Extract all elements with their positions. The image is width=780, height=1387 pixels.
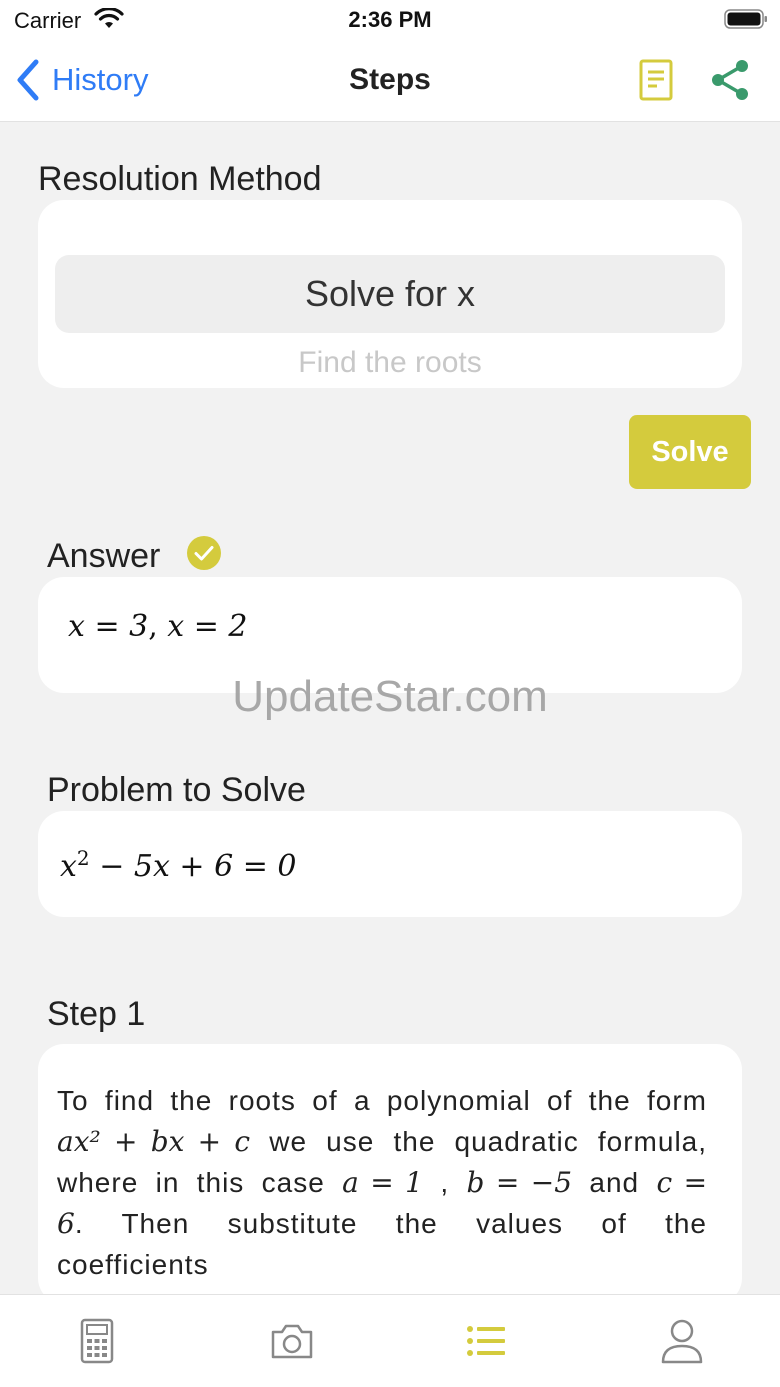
checkmark-circle-icon	[186, 535, 222, 571]
answer-root: x = 2	[167, 609, 248, 644]
resolution-method-picker[interactable]	[38, 200, 742, 388]
step-card	[38, 1044, 742, 1304]
clock: 2:36 PM	[348, 7, 432, 32]
step-math-b: b = −5	[466, 1166, 573, 1199]
step-text: . Then substitute the values of the coefficients	[57, 1208, 707, 1280]
step-math-form: ax² + bx + c	[57, 1125, 251, 1158]
problem-exponent: 2	[76, 846, 90, 870]
solve-button[interactable]: Solve	[629, 415, 751, 489]
camera-icon[interactable]	[268, 1317, 316, 1365]
step-math-c: c = 6	[57, 1166, 708, 1240]
resolution-method-title: Resolution Method	[38, 160, 322, 198]
list-icon[interactable]	[462, 1317, 510, 1365]
answer-title: Answer	[47, 537, 161, 575]
problem-title: Problem to Solve	[47, 771, 306, 809]
answer-root: x = 3	[68, 609, 149, 644]
calculator-icon[interactable]	[73, 1317, 121, 1365]
share-icon[interactable]	[708, 58, 752, 102]
document-icon[interactable]	[638, 58, 674, 102]
picker-selected-option[interactable]: Solve for x	[55, 255, 725, 333]
problem-base: x	[60, 849, 77, 884]
problem-rest: − 5x + 6 = 0	[89, 849, 297, 884]
problem-card	[38, 811, 742, 917]
answer-separator: ,	[148, 609, 168, 644]
step-text: To find the roots of a polynomial of the form	[57, 1085, 707, 1116]
battery-icon	[724, 9, 768, 29]
step-math-a: a = 1	[342, 1166, 424, 1199]
navigation-bar	[0, 40, 780, 122]
watermark: UpdateStar.com	[232, 672, 548, 721]
step-explanation: To find the roots of a polynomial of the form ax² + bx + c we use the quadratic formula, where in this case a = 1 , b = −5 and c = 6. Then substitute the values of the coefficients	[57, 1085, 708, 1280]
step-text: and	[589, 1167, 640, 1198]
back-button-label: History	[52, 62, 149, 97]
profile-icon[interactable]	[658, 1317, 706, 1365]
problem-expression	[60, 846, 296, 884]
step-title: Step 1	[47, 995, 146, 1033]
picker-option[interactable]: Find the roots	[298, 346, 482, 379]
tab-bar	[0, 1294, 780, 1387]
page-title: Steps	[349, 63, 431, 96]
carrier-label: Carrier	[14, 8, 82, 33]
status-bar	[0, 0, 780, 40]
step-text: we use the quadratic formula, where in this case	[57, 1126, 708, 1198]
answer-expression	[68, 609, 248, 644]
